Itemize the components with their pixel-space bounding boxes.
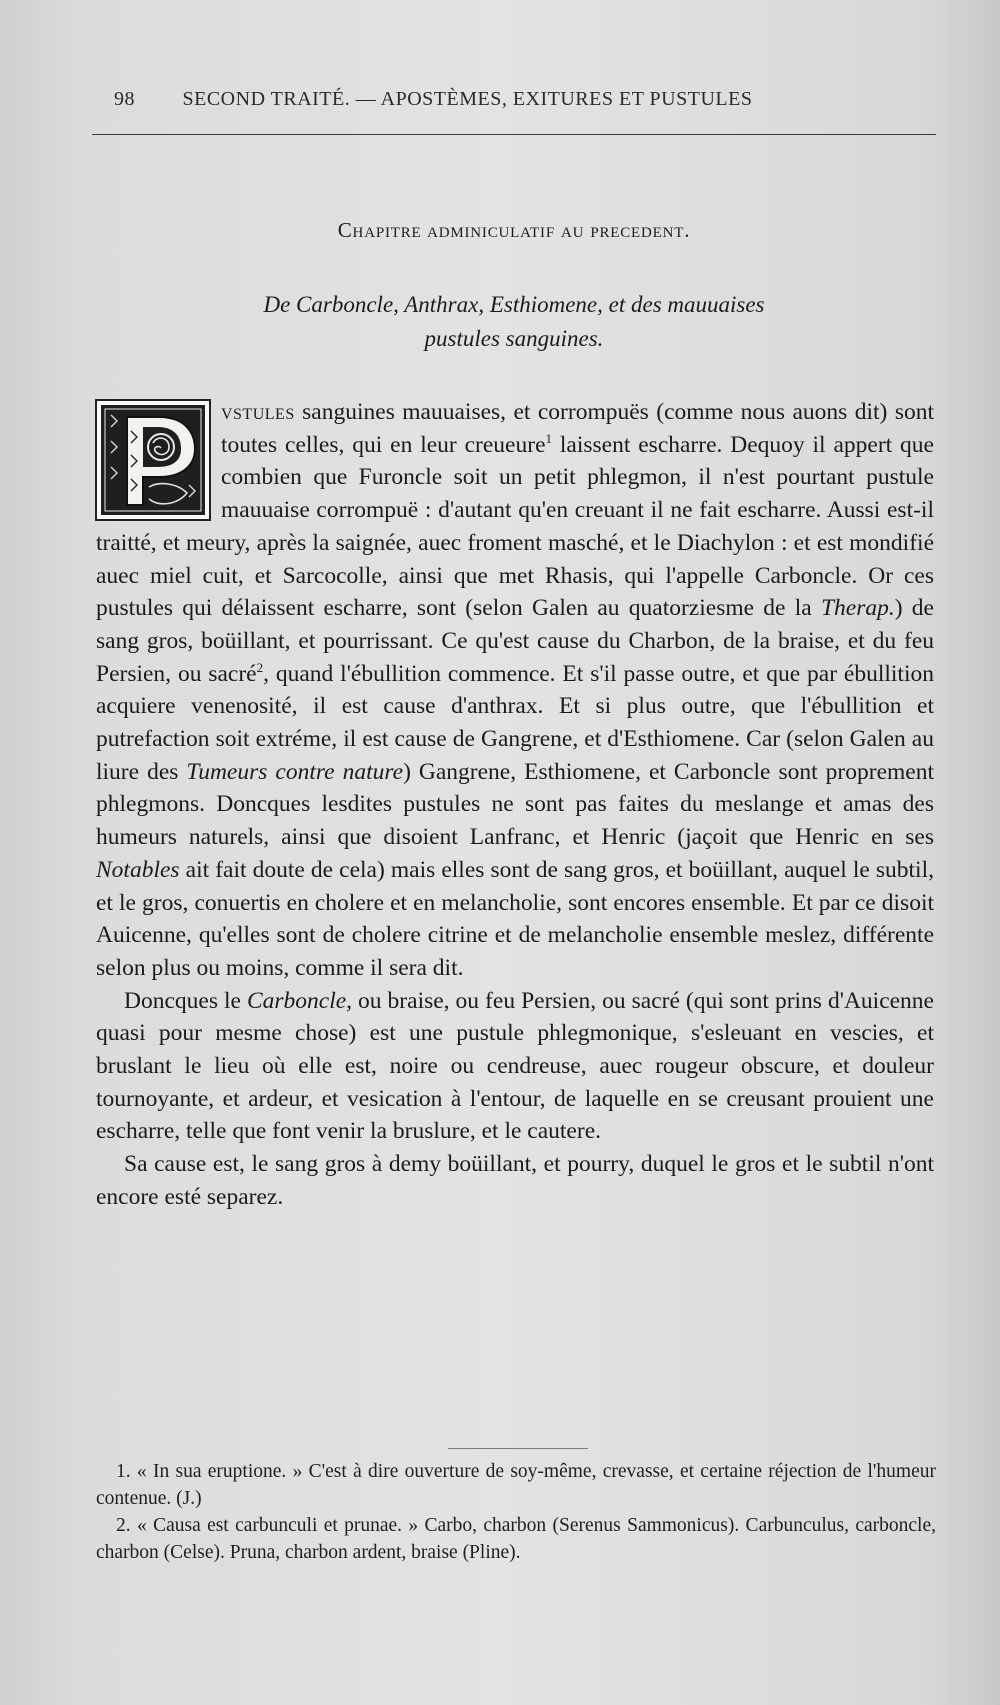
chapter-title xyxy=(92,218,936,243)
p1-italic-1: Therap. xyxy=(820,595,895,622)
paragraph-2 xyxy=(96,985,934,1149)
subtitle-line-2: pustules sanguines. xyxy=(424,326,604,351)
footnote-ref-1[interactable]: 1 xyxy=(545,430,552,446)
p1-text-2: laissent escharre. Dequoy il appert que combien que Furoncle soit un petit phlegmon, il n'est pourtant pustule mauuaise corrompuë : d'autant qu'en creuant il ne fait escharre. Aussi est-il traitté, et meury, après la saignée, auec froment masché, et le Diachylon : et est mondifié auec miel cuit, et Sarcocolle, ainsi que met Rhasis, qui l'appelle Carboncle. Or ces pustules qui délaissent escharre, sont (selon Galen au quatorziesme de la xyxy=(96,431,934,622)
paragraph-1 xyxy=(96,396,934,985)
lead-word: vstules xyxy=(221,399,295,425)
p1-text-3: ) de sang gros, boüillant, et pourrissant. Ce qu'est cause du Charbon, de la braise, et du feu Persien, ou sacré xyxy=(96,595,934,687)
p2-text-1: Doncques le xyxy=(124,987,247,1014)
p1-text-1: sanguines mauuaises, et corrompuës (comme nous auons dit) sont toutes celles, qui en leur creueure xyxy=(221,399,934,458)
p1-text-4: , quand l'ébullition commence. Et s'il passe outre, et que par ébullition acquiere venenosité, il est cause d'anthrax. Et si plus outre, que l'ébullition et putrefaction soit extréme, il est cause de Gangrene, et d'Esthiomene. Car (selon Galen au liure des xyxy=(96,660,934,785)
footnotes xyxy=(96,1458,936,1566)
p1-text-6: ait fait doute de cela) mais elles sont de sang gros, et boüillant, auquel le subtil, et le gros, conuertis en cholere et en melancholie, sont encores ensemble. Et par ce disoit Auicenne, qu'elles sont de cholere citrine et de melancholie ensemble meslez, différente selon plus ou moins, comme il sera dit. xyxy=(96,856,934,981)
main-text xyxy=(96,396,934,1214)
footnote-separator xyxy=(448,1448,588,1449)
footnote-2: 2. « Causa est carbunculi et prunae. » Carbo, charbon (Serenus Sammonicus). Carbunculus, carboncle, charbon (Celse). Pruna, charbon ardent, braise (Pline). xyxy=(96,1515,936,1563)
ornamental-initial-p xyxy=(95,399,211,521)
p1-text-5: ) Gangrene, Esthiomene, et Carboncle sont proprement phlegmons. Doncques lesdites pustules ne sont pas faites du meslange et amas des humeurs naturels, ainsi que disoient Lanfranc, et Henric (jaçoit que Henric en ses xyxy=(96,758,935,851)
p2-italic-1: Carboncle, xyxy=(246,987,353,1014)
p2-text-2: ou braise, ou feu Persien, ou sacré (qui sont prins d'Auicenne quasi pour mesme chose) est une pustule phlegmonique, s'esleuant en vescies, et bruslant le lieu où elle est, noire ou cendreuse, auec rougeur obscure, et douleur tournoyante, et ardeur, et vesication à l'entour, de laquelle en se creusant prouient une escharre, telle que font venir la bruslure, et le cautere. xyxy=(96,987,934,1145)
chapter-subtitle xyxy=(92,288,936,356)
chapter-title-cap: Chapitre xyxy=(337,218,422,242)
page-number: 98 xyxy=(114,88,135,110)
subtitle-line-1: De Carboncle, Anthrax, Esthiomene, et des mauuaises xyxy=(263,292,765,317)
header-rule xyxy=(92,134,936,135)
footnote-1: 1. « In sua eruptione. » C'est à dire ouverture de soy-même, crevasse, et certaine réjection de l'humeur contenue. (J.) xyxy=(96,1461,936,1509)
paragraph-3: Sa cause est, le sang gros à demy boüillant, et pourry, duquel le gros et le subtil n'ont encore esté separez. xyxy=(96,1151,934,1210)
p1-italic-3: Notables xyxy=(96,856,180,883)
footnote-ref-2[interactable]: 2 xyxy=(256,659,264,675)
chapter-title-rest: adminiculatif au precedent. xyxy=(427,218,691,242)
p1-italic-2: Tumeurs contre nature xyxy=(186,758,404,785)
ornamental-initial-graphic xyxy=(97,401,209,519)
running-title: SECOND TRAITÉ. — APOSTÈMES, EXITURES ET PUSTULES xyxy=(182,88,753,110)
running-header xyxy=(114,88,934,111)
